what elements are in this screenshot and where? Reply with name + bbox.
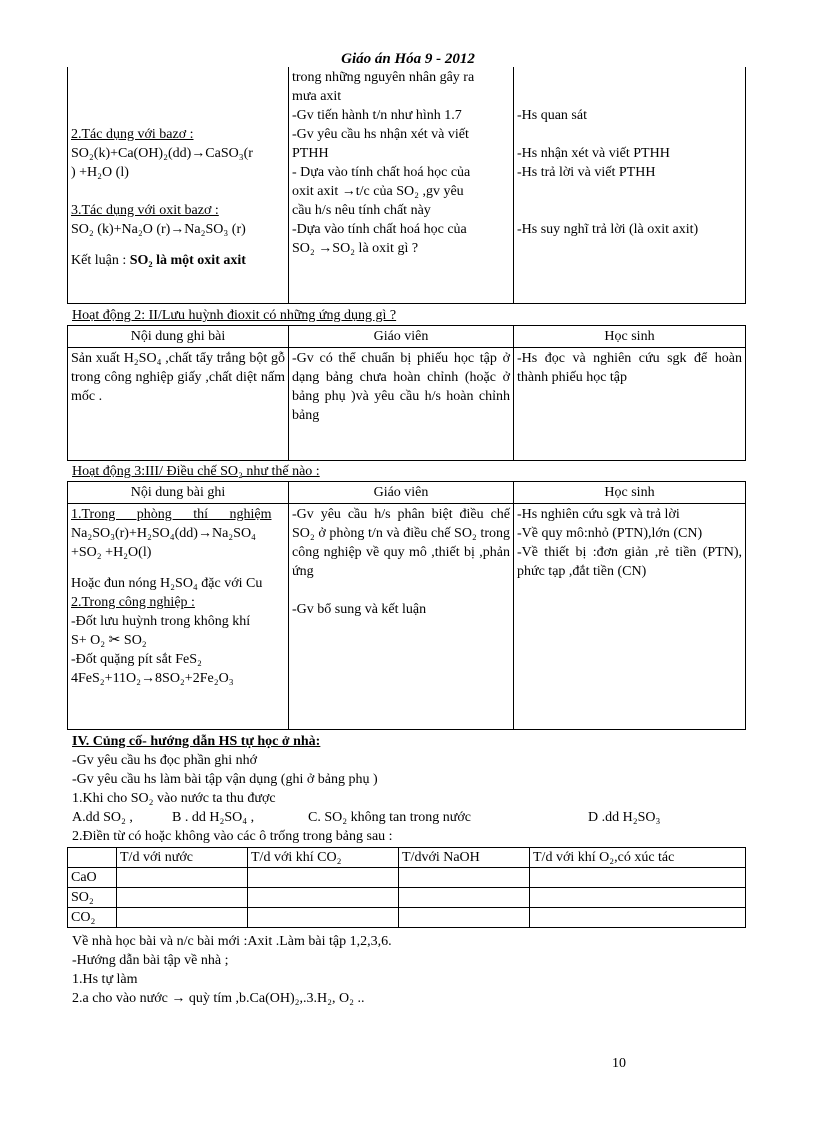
teacher-line: cầu h/s nêu tính chất này	[292, 203, 431, 218]
teacher-para: -Gv bổ sung và kết luận	[292, 602, 427, 617]
question1-options	[72, 808, 752, 827]
teacher-line: -Dựa vào tính chất hoá học của	[292, 222, 467, 237]
question1: 1.Khi cho SO₂ vào nước ta thu được	[72, 791, 276, 806]
empty-cell[interactable]	[530, 908, 746, 928]
item3-title: 3.Tác dụng với oxit bazơ :	[71, 203, 219, 218]
table-row	[68, 888, 746, 908]
empty-cell[interactable]	[117, 908, 248, 928]
student-cell	[514, 504, 746, 730]
item3-line1: SO₂ (k)+Na₂O (r)→Na₂SO₃ (r)	[71, 222, 246, 237]
homework-line: Về nhà học bài và n/c bài mới :Axit .Làm bài tập 1,2,3,6.	[72, 934, 392, 949]
homework	[72, 932, 752, 1008]
empty-cell[interactable]	[117, 868, 248, 888]
option-b: B . dd H₂SO₄ ,	[172, 810, 255, 825]
table-row	[68, 868, 746, 888]
student-line: -Hs suy nghĩ trả lời (là oxit axit)	[517, 222, 699, 237]
industry-line: 4FeS₂+11O₂→8SO₂+2Fe₂O₃	[71, 671, 234, 686]
table-header: T/dvới NaOH	[399, 848, 530, 868]
item2-title: 2.Tác dụng với bazơ :	[71, 127, 194, 142]
row-label: CO₂	[68, 908, 117, 928]
item2-line1: SO₂(k)+Ca(OH)₂(dd)→CaSO₃(r	[71, 146, 253, 161]
homework-line: -Hướng dẫn bài tập về nhà ;	[72, 953, 229, 968]
section4-line: -Gv yêu cầu hs đọc phần ghi nhớ	[72, 753, 258, 768]
table-header: T/d với nước	[117, 848, 248, 868]
alternative-method: Hoặc đun nóng H₂SO₄ đặc với Cu	[71, 576, 263, 591]
activity3-table	[67, 481, 746, 730]
section4-line: -Gv yêu cầu hs làm bài tập vận dụng (ghi ở bảng phụ )	[72, 772, 378, 787]
page-number: 10	[612, 1056, 626, 1071]
option-a: A.dd SO₂ ,	[72, 810, 133, 825]
empty-cell[interactable]	[248, 868, 399, 888]
empty-cell[interactable]	[399, 908, 530, 928]
student-line: -Về thiết bị :đơn giản ,rẻ tiền (PTN), phức tạp ,đắt tiền (CN)	[517, 545, 742, 579]
table-row	[68, 908, 746, 928]
empty-cell[interactable]	[399, 888, 530, 908]
industry-line: -Đốt quặng pít sắt FeS₂	[71, 652, 202, 667]
empty-cell[interactable]	[530, 888, 746, 908]
page-header: Giáo án Hóa 9 - 2012	[341, 51, 475, 67]
teacher-line: mưa axit	[292, 89, 342, 104]
teacher-line: oxit axit →t/c của SO₂ ,gv yêu	[292, 184, 464, 199]
conclusion	[71, 251, 285, 270]
teacher-cell	[289, 67, 514, 303]
student-cell: -Hs đọc và nghiên cứu sgk để hoàn thành phiếu học tập	[514, 348, 746, 461]
content-cell: Sản xuất H₂SO₄ ,chất tẩy trắng bột gỗ trong công nghiệp giấy ,chất diệt nấm mốc .	[68, 348, 289, 461]
col-header: Nội dung ghi bài	[68, 326, 289, 348]
industry-line: -Đốt lưu huỳnh trong không khí	[71, 614, 251, 629]
lab-eq-line1: Na₂SO₃(r)+H₂SO₄(dd)→Na₂SO₄	[71, 526, 256, 541]
col-header: Học sinh	[514, 326, 746, 348]
content-cell	[68, 67, 289, 303]
col-header: Nội dung bài ghi	[68, 482, 289, 504]
reaction-fill-table	[67, 847, 746, 928]
empty-cell[interactable]	[530, 868, 746, 888]
industry-line: S+ O₂ ✂ SO₂	[71, 633, 147, 648]
teacher-line: trong những nguyên nhân gây ra	[292, 70, 475, 85]
homework-line: 2.a cho vào nước → quỳ tím ,b.Ca(OH)₂,.3.H₂, O₂ ..	[72, 991, 365, 1006]
row-label: SO₂	[68, 888, 117, 908]
empty-cell[interactable]	[117, 888, 248, 908]
student-line: -Hs trả lời và viết PTHH	[517, 165, 656, 180]
col-header: Giáo viên	[289, 326, 514, 348]
homework-line: 1.Hs tự làm	[72, 972, 138, 987]
empty-cell[interactable]	[399, 868, 530, 888]
student-line: -Về quy mô:nhỏ (PTN),lớn (CN)	[517, 526, 703, 541]
table-header	[68, 848, 117, 868]
content-cell	[68, 504, 289, 730]
student-line: -Hs quan sát	[517, 108, 587, 123]
item2-line2: ) +H₂O (l)	[71, 165, 129, 180]
conclusion-bold: SO₂ là một oxit axit	[129, 253, 246, 268]
empty-cell[interactable]	[248, 908, 399, 928]
teacher-line: - Dựa vào tính chất hoá học của	[292, 165, 471, 180]
teacher-cell	[289, 504, 514, 730]
teacher-line: SO₂ →SO₂ là oxit gì ?	[292, 241, 419, 256]
industry-title: 2.Trong công nghiệp :	[71, 595, 195, 610]
col-header: Giáo viên	[289, 482, 514, 504]
teacher-line: -Gv yêu cầu hs nhận xét và viết	[292, 127, 469, 142]
teacher-line: PTHH	[292, 146, 329, 161]
reactions-table	[67, 67, 746, 304]
option-d: D .dd H₂SO₃	[588, 810, 661, 825]
row-label: CaO	[68, 868, 117, 888]
table-header: T/d với khí CO₂	[248, 848, 399, 868]
col-header: Học sinh	[514, 482, 746, 504]
lab-title: 1.Trong phòng thí nghiệm	[71, 507, 272, 522]
teacher-para: -Gv yêu cầu h/s phân biệt điều chế SO₂ ở phòng t/n và điều chế SO₂ trong công nghiệp về quy mô ,thiết bị ,phản ứng	[292, 507, 510, 579]
student-line: -Hs nhận xét và viết PTHH	[517, 146, 670, 161]
question2: 2.Điền từ có hoặc không vào các ô trống trong bảng sau :	[72, 829, 393, 844]
table-header: T/d với khí O₂,có xúc tác	[530, 848, 746, 868]
teacher-line: -Gv tiến hành t/n như hình 1.7	[292, 108, 462, 123]
option-c: C. SO₂ không tan trong nước	[308, 810, 471, 825]
lab-eq-line2: +SO₂ +H₂O(l)	[71, 545, 152, 560]
activity2-table	[67, 325, 746, 461]
student-line: -Hs nghiên cứu sgk và trả lời	[517, 507, 680, 522]
section4	[72, 732, 752, 846]
empty-cell[interactable]	[248, 888, 399, 908]
activity2-heading: Hoạt động 2: II/Lưu huỳnh đioxit có những ứng dụng gì ?	[72, 308, 397, 323]
student-cell	[514, 67, 746, 303]
conclusion-prefix: Kết luận :	[71, 253, 130, 268]
section4-heading: IV. Củng cố- hướng dẫn HS tự học ở nhà:	[72, 734, 321, 749]
teacher-cell: -Gv có thể chuẩn bị phiếu học tập ở dạng bảng chưa hoàn chỉnh (hoặc ở bảng phụ )và yêu cầu h/s hoàn chỉnh bảng	[289, 348, 514, 461]
activity3-heading: Hoạt động 3:III/ Điều chế SO₂ như thế nào :	[72, 464, 320, 479]
